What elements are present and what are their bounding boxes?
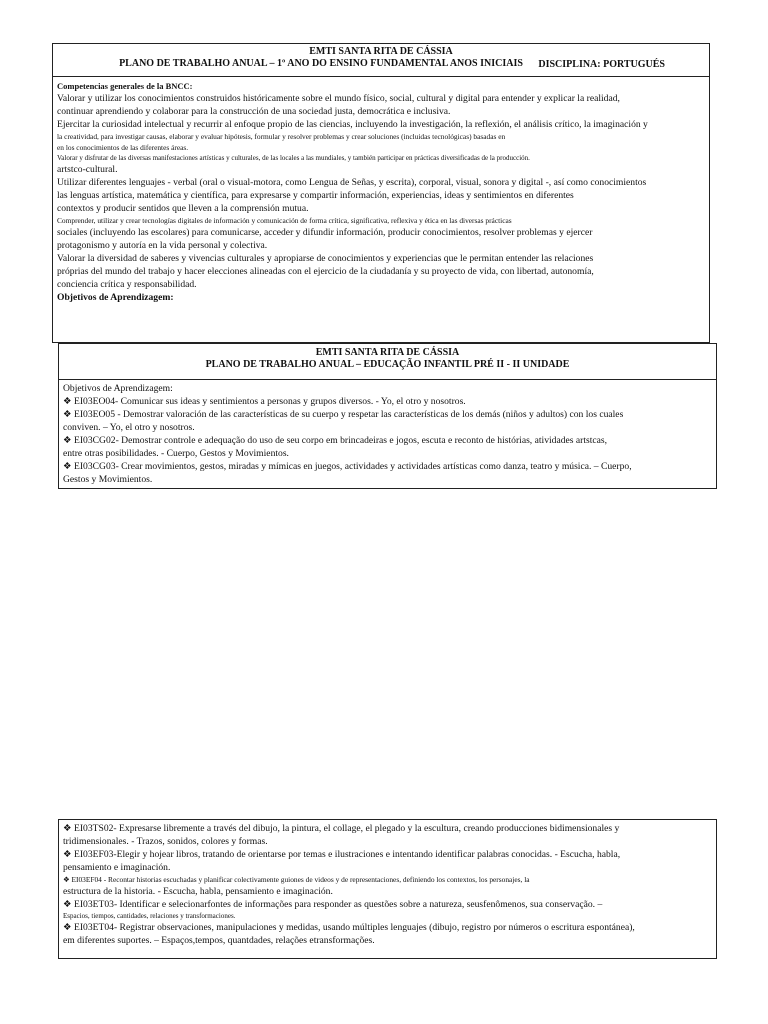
competency-line: continuar aprendiendo y colaborar para la construcción de una sociedad justa, democrática e inclusiva. [57,106,451,117]
competency-line: protagonismo y autoría en la vida personal y colectiva. [57,240,268,251]
discipline-label: DISCIPLINA: PORTUGUÉS [538,59,665,70]
competency-line: las lenguas artística, matemática y científica, para expresarse y compartir información, experiencias, ideas y sentimientos en diferentes [57,190,574,201]
competency-line: sociales (incluyendo las escolares) para comunicarse, acceder y difundir información, producir conocimientos, resolver problemas y ejercer [57,227,593,238]
objective-line: ❖ EI03EO05 - Demostrar valoración de las características de su cuerpo y respetar las características de los demás (niños y adultos) con los cuales [63,409,624,420]
objective-line: ❖ EI03TS02- Expresarse libremente a través del dibujo, la pintura, el collage, el plegado y la escultura, creando producciones bidimensionales y [63,823,620,834]
objective-line: ❖ EI03ET03- Identificar e selecionarfontes de informações para responder as questões sobre a natureza, seusfenômenos, sua conservação. – [63,899,603,910]
objectives-title: Objetivos de Aprendizagem: [57,292,174,303]
objective-line: Gestos y Movimientos. [63,474,153,485]
competency-line: próprias del mundo del trabajo y hacer elecciones alineadas con el ejercicio de la ciudadanía y su proyecto de vida, con libertad, autonomía, [57,266,594,277]
competency-line: Valorar la diversidad de saberes y vivencias culturales y apropiarse de conocimientos y experiencias que le permitan entender las relaciones [57,253,594,264]
plan-title: PLANO DE TRABALHO ANUAL – EDUCAÇÃO INFANTIL PRÉ II - II UNIDADE [205,359,570,370]
document-2-body [59,380,716,488]
objectives-title: Objetivos de Aprendizagem: [63,383,173,394]
objective-line: ❖ EI03EO04- Comunicar sus ideas y sentimientos a personas y grupos diversos. - Yo, el otro y nosotros. [63,396,466,407]
competency-line: Utilizar diferentes lenguajes - verbal (oral o visual-motora, como Lengua de Señas, y escrita), corporal, visual, sonora y digital -, así como conocimientos [57,177,647,188]
objective-line: estructura de la historia. - Escucha, habla, pensamiento e imaginación. [63,886,333,897]
objective-line: Espacios, tiempos, cantidades, relaciones y transformaciones. [63,912,236,920]
competency-line: en los conocimientos de las diferentes áreas. [57,143,189,152]
school-name: EMTI SANTA RITA DE CÁSSIA [315,347,460,358]
objective-line: pensamiento e imaginación. [63,862,171,873]
objective-line: ❖ EI03CG03- Crear movimientos, gestos, miradas y mímicas en juegos, actividades y actividades artísticas como danza, teatro y música. – Cuerpo, [63,461,632,472]
document-3-body [59,820,716,949]
objective-line: ❖ EI03ET04- Registrar observaciones, manipulaciones y medidas, usando múltiples lenguajes (dibujo, registro por números o escritura espontánea), [63,922,635,933]
objective-line: em diferentes suportes. – Espaços,tempos, quantdades, relações etransformações. [63,935,375,946]
plan-document-2 [58,343,717,489]
plan-document-3 [58,819,717,959]
objective-line: entre otras posibilidades. - Cuerpo, Gestos y Movimientos. [63,448,289,459]
school-name: EMTI SANTA RITA DE CÁSSIA [309,46,453,57]
plan-title: PLANO DE TRABALHO ANUAL – 1º ANO DO ENSINO FUNDAMENTAL ANOS INICIAIS [119,58,523,69]
competency-line: Valorar y utilizar los conocimientos construidos históricamente sobre el mundo físico, social, cultural y digital para entender y explicar la realidad, [57,93,620,104]
document-1-body [53,77,709,306]
competency-line: Valorar y disfrutar de las diversas manifestaciones artísticas y culturales, de las locales a las mundiales, y también participar en prácticas diversificadas de la producción. [57,154,530,162]
competency-line: la creatividad, para investigar causas, elaborar y evaluar hipótesis, formular y resolver problemas y crear soluciones (incluidas tecnológicas) basadas en [57,132,506,141]
competency-line: contextos y producir sentidos que lleven a la comprensión mutua. [57,203,309,214]
document-1-header [53,44,709,77]
objective-line: ❖ EI03CG02- Demostrar controle e adequação do uso de seu corpo em brincadeiras e jogos, escuta e reconto de histórias, atividades artstcas, [63,435,608,446]
objective-line: tridimensionales. - Trazos, sonidos, colores y formas. [63,836,268,847]
competency-line: conciencia crítica y responsabilidad. [57,279,197,290]
objective-line: ❖ EI03EF03-Elegir y hojear libros, tratando de orientarse por temas e ilustraciones e intentando identificar palabras conocidas. - Escucha, habla, [63,849,621,860]
competency-line: artstco-cultural. [57,164,118,175]
objective-line: ❖ EI03EF04 - Recontar historias escuchadas y planificar colectivamente guiones de videos y de representaciones, definiendo los contextos, los personajes, la [63,875,530,884]
competencies-title: Competencias generales de la BNCC: [57,81,193,91]
objective-line: conviven. – Yo, el otro y nosotros. [63,422,195,433]
competency-line: Ejercitar la curiosidad intelectual y recurrir al enfoque propio de las ciencias, incluyendo la investigación, la reflexión, el análisis crítico, la imaginación y [57,119,648,130]
document-2-header [59,344,716,380]
plan-document-1 [52,43,710,343]
competency-line: Comprender, utilizar y crear tecnologías digitales de información y comunicación de forma crítica, significativa, reflexiva y ética en las diversas prácticas [57,216,512,225]
